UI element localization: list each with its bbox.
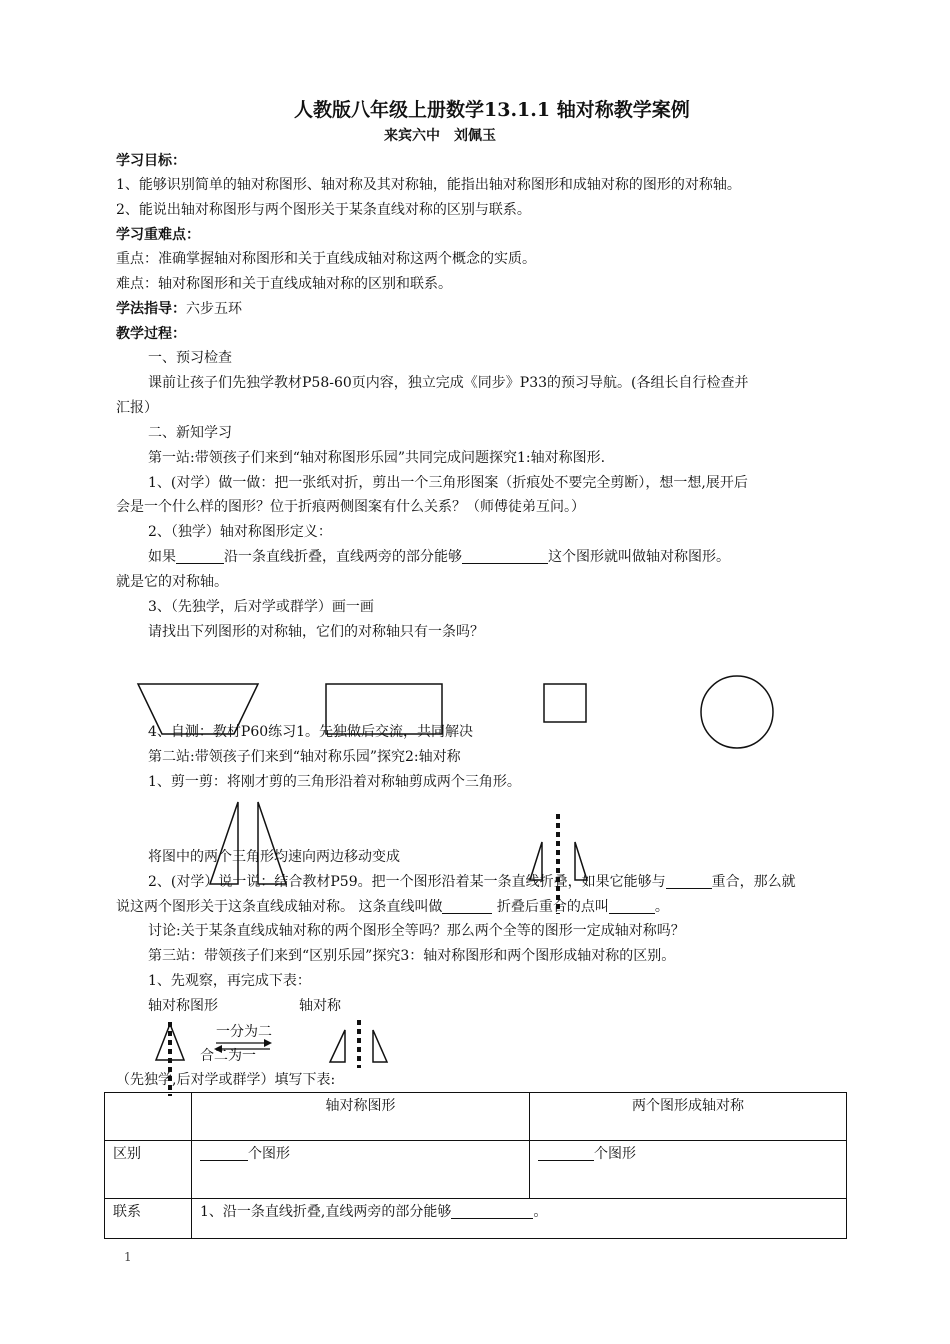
pair-triangle-left — [330, 1030, 345, 1062]
station-1-q1: 1、(对学）做一做：把一张纸对折，剪出一个三角形图案（折痕处不要完全剪断），想一想,展开后 — [148, 475, 748, 491]
table-cell — [192, 1199, 847, 1239]
station-2-q2-part-b: 重合，那么就 — [711, 874, 796, 890]
station-2-q2-cont — [116, 898, 669, 916]
section-1-title: 一、预习检查 — [148, 350, 232, 366]
square-shape — [544, 684, 586, 722]
discussion-text: 讨论:关于某条直线成轴对称的两个图形全等吗？那么两个全等的图形一定成轴对称吗？ — [148, 923, 685, 939]
label-symmetric-figure: 轴对称图形 — [148, 998, 218, 1014]
definition-part-b: 沿一条直线折叠，直线两旁的部分能够 — [224, 549, 462, 565]
link-blank[interactable] — [451, 1204, 533, 1219]
section-2-title: 二、新知学习 — [148, 425, 232, 441]
station-3: 第三站：带领孩子们来到“区别乐园”探究3：轴对称图形和两个图形成轴对称的区别。 — [148, 948, 676, 964]
table-cell-label: 区别 — [105, 1141, 192, 1199]
method-heading: 学法指导： — [116, 301, 186, 317]
page-number: 1 — [124, 1250, 132, 1264]
definition-line-cont: 就是它的对称轴。 — [116, 574, 228, 590]
tall-triangle-left — [210, 802, 238, 884]
overlap-blank[interactable] — [666, 874, 712, 889]
method-value: 六步五环 — [186, 301, 242, 317]
goal-1: 1、能够识别简单的轴对称图形、轴对称及其对称轴，能指出轴对称图形和成轴对称的图形的对称轴。 — [116, 177, 741, 193]
circle-shape — [701, 676, 773, 748]
page-title: 人教版八年级上册数学13.1.1 轴对称教学案例 — [294, 99, 690, 121]
station-1-q1-cont: 会是一个什么样的图形？位于折痕两侧图案有什么关系？（师傅徒弟互问。） — [116, 499, 585, 515]
method-line — [116, 300, 242, 318]
goal-2: 2、能说出轴对称图形与两个图形关于某条直线对称的区别与联系。 — [116, 202, 531, 218]
table-header-cell: 两个图形成轴对称 — [530, 1093, 847, 1141]
table-cell-label: 联系 — [105, 1199, 192, 1239]
goals-heading: 学习目标： — [116, 153, 186, 169]
key-difficulty: 难点：轴对称图形和关于直线成轴对称的区别和联系。 — [116, 276, 452, 292]
table-cell-text: 1、沿一条直线折叠,直线两旁的部分能够 — [200, 1204, 452, 1220]
station-2: 第二站:带领孩子们来到“轴对称乐园”探究2:轴对称 — [148, 749, 461, 765]
comparison-table — [104, 1092, 847, 1239]
point-name-blank[interactable] — [609, 899, 655, 914]
definition-blank-1[interactable] — [176, 549, 224, 564]
table-cell — [530, 1141, 847, 1199]
label-split: 一分为二 — [216, 1024, 272, 1040]
move-text: 将图中的两个三角形均速向两边移动变成 — [148, 849, 400, 865]
station-3-q1: 1、先观察，再完成下表： — [148, 973, 311, 989]
section-1-text: 课前让孩子们先独学教材P58-60页内容，独立完成《同步》P33的预习导航。(各组长自行检查并 — [148, 375, 749, 391]
label-axial-symmetry: 轴对称 — [299, 998, 341, 1014]
table-header-cell: 轴对称图形 — [192, 1093, 530, 1141]
definition-part-c: 这个图形就叫做轴对称图形。 — [548, 549, 730, 565]
station-2-q2 — [148, 873, 796, 891]
station-2-q2-part-a: 2、(对学）说一说：结合教材P59。把一个图形沿着某一条直线折叠，如果它能够与 — [148, 874, 666, 890]
station-1-q4: 4、自测：教材P60练习1。先独做后交流，共同解决 — [148, 724, 474, 740]
table-header-row — [105, 1093, 847, 1141]
table-cell — [192, 1141, 530, 1199]
axis-name-blank[interactable] — [442, 899, 492, 914]
station-2-q1: 1、剪一剪：将刚才剪的三角形沿着对称轴剪成两个三角形。 — [148, 774, 521, 790]
fill-instruction: （先独学,后对学或群学）填写下表: — [116, 1072, 336, 1088]
station-2-q2-part-c: 说这两个图形关于这条直线成轴对称。 这条直线叫做 — [116, 899, 443, 915]
station-1-q2: 2、（独学）轴对称图形定义： — [148, 524, 332, 540]
station-1-q3-text: 请找出下列图形的对称轴，它们的对称轴只有一条吗？ — [148, 624, 484, 640]
label-merge: 合二为一 — [200, 1048, 256, 1064]
pair-triangle-right — [373, 1030, 387, 1062]
process-heading: 教学过程： — [116, 326, 186, 342]
section-1-text-cont: 汇报） — [116, 400, 158, 416]
count-blank-2[interactable] — [538, 1146, 594, 1161]
key-heading: 学习重难点： — [116, 227, 200, 243]
table-row — [105, 1141, 847, 1199]
author-line: 来宾六中 刘佩玉 — [384, 128, 496, 144]
tall-triangle-right — [258, 802, 286, 884]
key-focus: 重点：准确掌握轴对称图形和关于直线成轴对称这两个概念的实质。 — [116, 251, 536, 267]
count-blank-1[interactable] — [200, 1146, 248, 1161]
station-1-q3: 3、（先独学，后对学或群学）画一画 — [148, 599, 374, 615]
station-2-q2-part-d: 折叠后重合的点叫 — [496, 899, 609, 915]
table-cell-text: 。 — [533, 1204, 548, 1220]
definition-part-a: 如果 — [148, 549, 176, 565]
station-1: 第一站:带领孩子们来到“轴对称图形乐园”共同完成问题探究1:轴对称图形. — [148, 450, 606, 466]
definition-line — [148, 548, 730, 566]
station-2-q2-part-e: 。 — [654, 899, 669, 915]
table-header-cell — [105, 1093, 192, 1141]
table-row — [105, 1199, 847, 1239]
table-cell-text: 个图形 — [248, 1146, 290, 1162]
table-cell-text: 个图形 — [594, 1146, 636, 1162]
definition-blank-2[interactable] — [462, 549, 548, 564]
